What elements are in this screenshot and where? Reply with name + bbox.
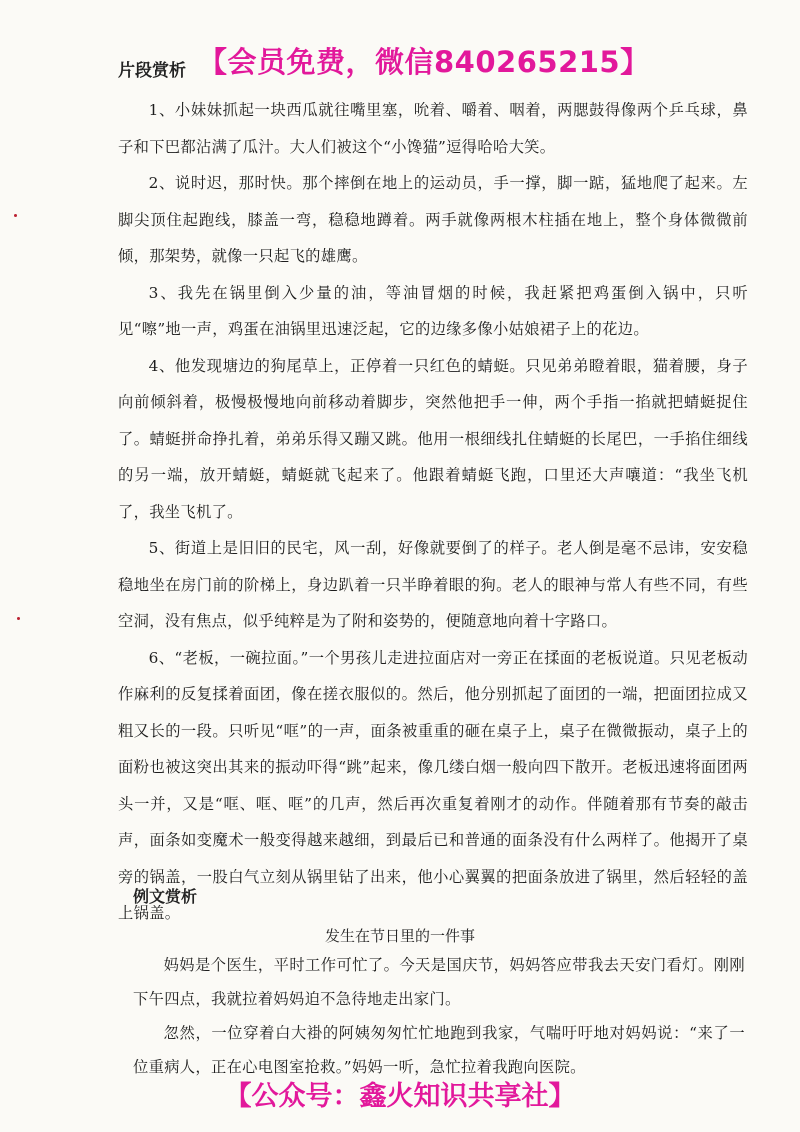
excerpt-paragraph-1: 1、小妹妹抓起一块西瓜就往嘴里塞，吮着、嚼着、咽着，两腮鼓得像两个乒乓球，鼻子和下巴都沾满了瓜汁。大人们被这个“小馋猫”逗得哈哈大笑。 bbox=[118, 101, 748, 156]
essay-paragraph-2: 忽然，一位穿着白大褂的阿姨匆匆忙忙地跑到我家，气喘吁吁地对妈妈说：“来了一位重病人，正在心电图室抢救。”妈妈一听，急忙拉着我跑向医院。 bbox=[133, 1024, 745, 1076]
excerpt-paragraph-2: 2、说时迟，那时快。那个摔倒在地上的运动员，手一撑，脚一踮，猛地爬了起来。左脚尖顶住起跑线，膝盖一弯，稳稳地蹲着。两手就像两根木柱插在地上，整个身体微微前倾，那架势，就像一只起飞的雄鹰。 bbox=[118, 174, 748, 265]
account-watermark: 【公众号：鑫火知识共享社】 bbox=[224, 1081, 576, 1112]
page-header bbox=[118, 40, 738, 86]
essay-paragraph-1: 妈妈是个医生，平时工作可忙了。今天是国庆节，妈妈答应带我去天安门看灯。刚刚下午四点，我就拉着妈妈迫不急待地走出家门。 bbox=[133, 956, 745, 1008]
excerpt-paragraph-3: 3、我先在锅里倒入少量的油，等油冒烟的时候，我赶紧把鸡蛋倒入锅中，只听见“嚓”地一声，鸡蛋在油锅里迅速泛起，它的边缘多像小姑娘裙子上的花边。 bbox=[118, 283, 748, 338]
excerpt-paragraph-4: 4、他发现塘边的狗尾草上，正停着一只红色的蜻蜓。只见弟弟瞪着眼，猫着腰，身子向前倾斜着，极慢极慢地向前移动着脚步，突然他把手一伸，两个手指一掐就把蜻蜓捉住了。蜻蜓拼命挣扎着，弟弟乐得又蹦又跳。他用一根细线扎住蜻蜓的长尾巴，一手掐住细线的另一端，放开蜻蜓，蜻蜓就飞起来了。他跟着蜻蜓飞跑，口里还大声嚷道：“我坐飞机了，我坐飞机了。 bbox=[118, 356, 748, 521]
scan-speck bbox=[14, 214, 17, 217]
contact-watermark: 【会员免费，微信840265215】 bbox=[198, 45, 650, 79]
excerpt-paragraph-5: 5、街道上是旧旧的民宅，风一刮，好像就要倒了的样子。老人倒是毫不忌讳，安安稳稳地坐在房门前的阶梯上，身边趴着一只半睁着眼的狗。老人的眼神与常人有些不同，有些空洞，没有焦点，似乎纯粹是为了附和姿势的，便随意地向着十字路口。 bbox=[118, 539, 748, 630]
essay-title: 发生在节日里的一件事 bbox=[324, 927, 475, 945]
excerpt-list bbox=[118, 92, 748, 932]
example-heading: 例文赏析 bbox=[133, 887, 198, 906]
section-title: 片段赏析 bbox=[118, 61, 186, 81]
essay-body bbox=[133, 948, 745, 1084]
scan-speck bbox=[17, 617, 20, 620]
excerpt-paragraph-6: 6、“老板，一碗拉面。”一个男孩儿走进拉面店对一旁正在揉面的老板说道。只见老板动作麻利的反复揉着面团，像在搓衣服似的。然后，他分别抓起了面团的一端，把面团拉成又粗又长的一段。只听见“哐”的一声，面条被重重的砸在桌子上，桌子在微微振动，桌子上的面粉也被这突出其来的振动吓得“跳”起来，像几缕白烟一般向四下散开。老板迅速将面团两头一并，又是“哐、哐、哐”的几声，然后再次重复着刚才的动作。伴随着那有节奏的敲击声，面条如变魔术一般变得越来越细，到最后已和普通的面条没有什么两样了。他揭开了桌旁的锅盖，一股白气立刻从锅里钻了出来，他小心翼翼的把面条放进了锅里，然后轻轻的盖上锅盖。 bbox=[118, 648, 748, 922]
